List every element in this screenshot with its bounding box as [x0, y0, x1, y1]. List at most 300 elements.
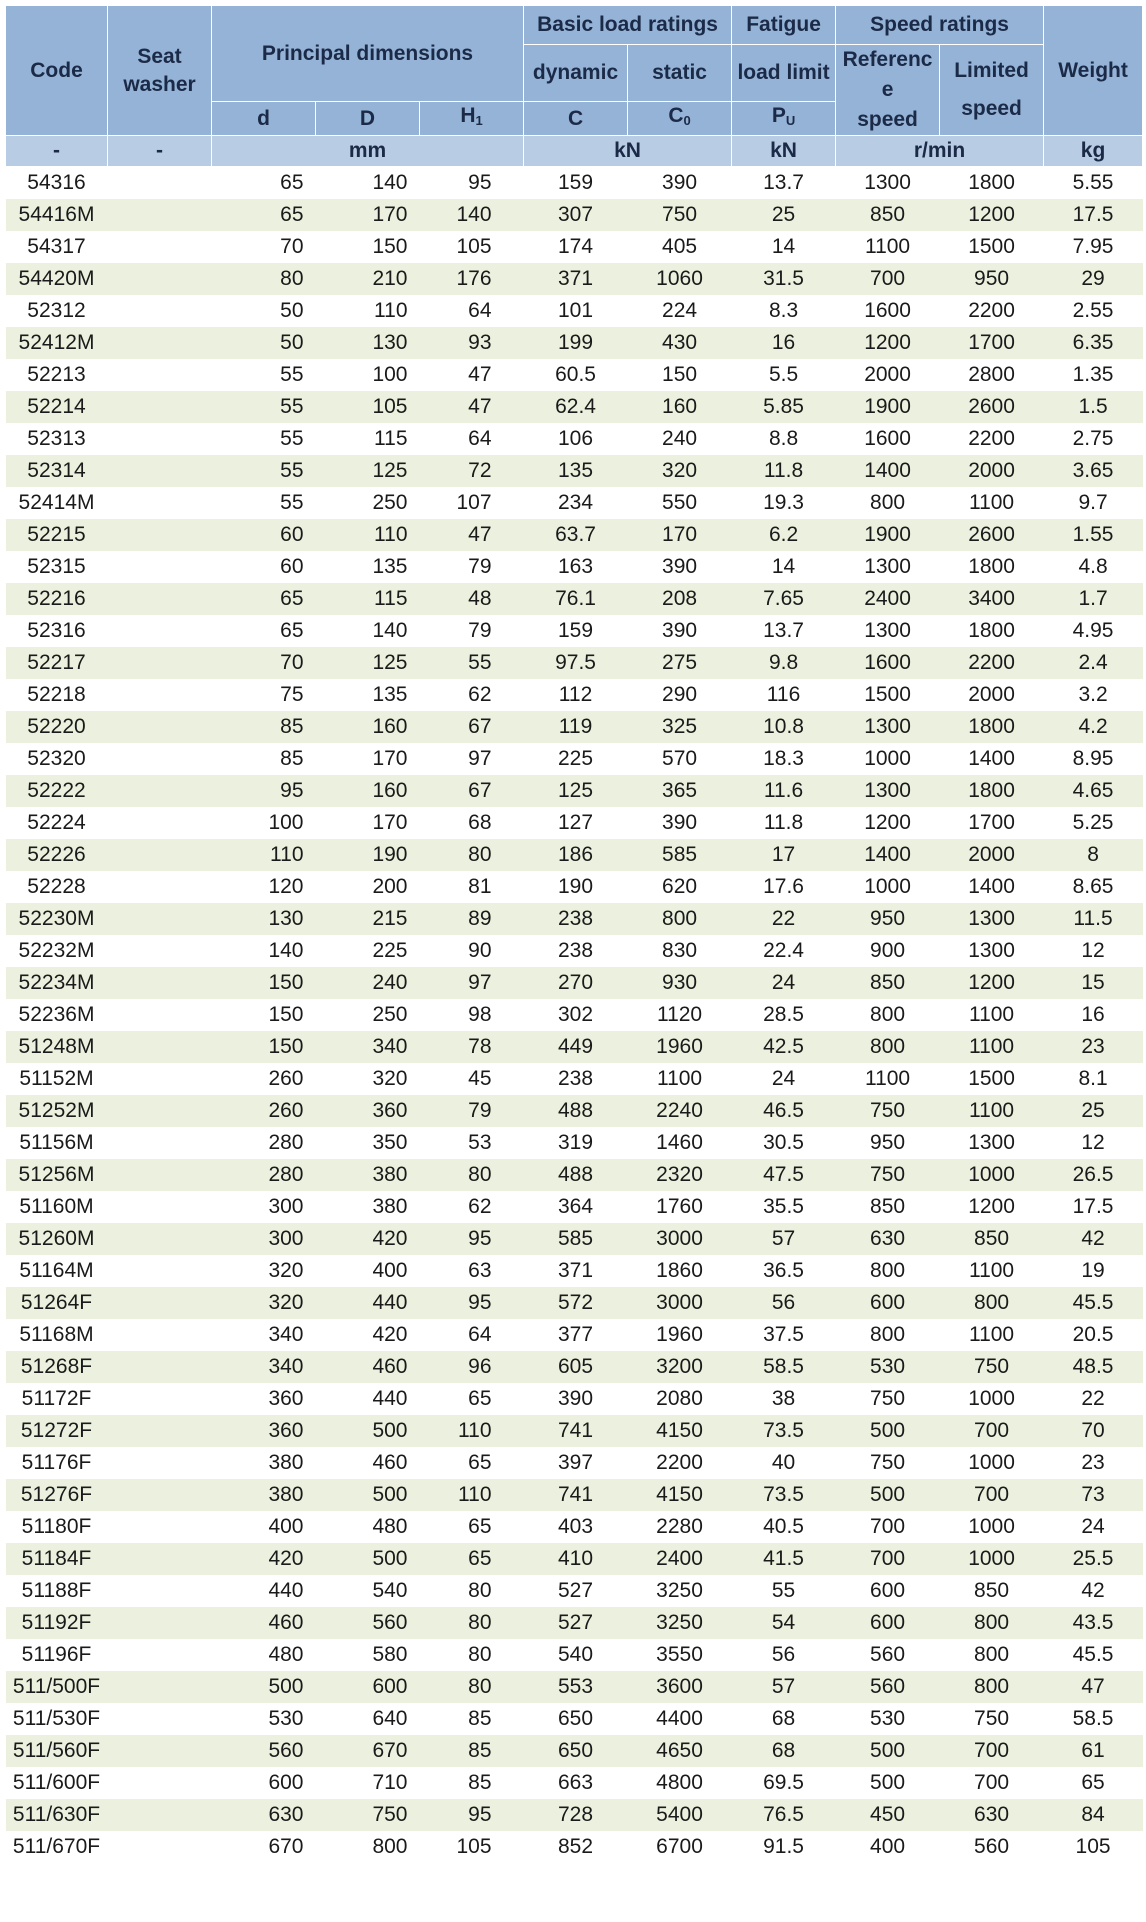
cell-H1: 62	[468, 1195, 492, 1218]
cell-static-C0: 3200	[628, 1351, 732, 1383]
header-principal-dimensions: Principal dimensions	[212, 6, 524, 102]
table-row	[6, 1095, 1143, 1127]
cell-D: 135	[372, 555, 408, 578]
cell-fatigue-Pu: 116	[766, 683, 801, 706]
cell-static-C0: 1760	[656, 1195, 703, 1218]
cell-D: 190	[316, 839, 420, 871]
cell-weight: 8.95	[1072, 747, 1114, 770]
cell-fatigue-Pu: 31.5	[732, 263, 836, 295]
cell-limited-speed: 1000	[940, 1543, 1044, 1575]
bearing-spec-table	[5, 5, 1143, 1863]
cell-static-C0: 830	[662, 939, 698, 962]
cell-d: 150	[212, 1031, 316, 1063]
cell-D: 580	[372, 1643, 408, 1666]
cell-code: 52313	[27, 427, 86, 450]
cell-static-C0: 4150	[628, 1415, 732, 1447]
cell-reference-speed: 600	[836, 1287, 940, 1319]
cell-static-C0: 3000	[628, 1287, 732, 1319]
cell-dynamic-C: 119	[524, 711, 628, 743]
cell-code: 52215	[6, 519, 108, 551]
cell-reference-speed: 1200	[864, 811, 911, 834]
cell-seat-washer	[108, 1415, 212, 1447]
cell-code: 51168M	[19, 1323, 94, 1346]
cell-dynamic-C: 190	[558, 875, 594, 898]
cell-static-C0: 4800	[656, 1771, 703, 1794]
cell-D: 380	[372, 1195, 408, 1218]
unit-load: kN	[524, 136, 732, 167]
cell-weight: 17.5	[1072, 1195, 1114, 1218]
symbol-H-subscript: 1	[475, 113, 483, 128]
cell-D: 250	[372, 1003, 408, 1026]
cell-static-C0: 1860	[656, 1259, 703, 1282]
cell-reference-speed: 1600	[864, 427, 911, 450]
cell-dynamic-C: 101	[558, 299, 594, 322]
cell-reference-speed: 750	[870, 1451, 906, 1474]
cell-H1: 85	[468, 1707, 492, 1730]
cell-limited-speed: 2000	[968, 683, 1015, 706]
cell-D: 140	[372, 171, 408, 194]
cell-D: 400	[372, 1259, 408, 1282]
cell-reference-speed: 750	[836, 1095, 940, 1127]
cell-weight: 2.75	[1072, 427, 1114, 450]
cell-H1: 79	[468, 619, 492, 642]
cell-limited-speed: 750	[974, 1707, 1010, 1730]
cell-weight: 2.4	[1044, 647, 1143, 679]
unit-weight: kg	[1044, 136, 1143, 167]
header-fatigue: Fatigue	[732, 6, 836, 45]
cell-static-C0: 3250	[656, 1579, 703, 1602]
cell-d: 260	[268, 1067, 304, 1090]
cell-static-C0: 1100	[656, 1067, 703, 1090]
table-row	[6, 167, 1143, 200]
cell-weight: 45.5	[1072, 1643, 1114, 1666]
cell-weight: 70	[1044, 1415, 1143, 1447]
cell-dynamic-C: 403	[558, 1515, 594, 1538]
cell-seat-washer	[108, 1095, 212, 1127]
cell-static-C0: 4150	[628, 1479, 732, 1511]
table-row	[6, 1191, 1143, 1223]
cell-d: 50	[280, 299, 304, 322]
cell-seat-washer	[108, 1799, 212, 1831]
cell-fatigue-Pu: 13.7	[763, 171, 804, 194]
cell-weight: 12	[1081, 1131, 1105, 1154]
cell-H1: 80	[420, 839, 524, 871]
header-limited-speed	[940, 45, 1044, 136]
cell-weight: 26.5	[1044, 1159, 1143, 1191]
cell-code: 52218	[27, 683, 86, 706]
cell-D: 210	[316, 263, 420, 295]
cell-limited-speed: 1300	[968, 1131, 1015, 1154]
table-row	[6, 583, 1143, 615]
cell-weight: 2.55	[1072, 299, 1114, 322]
cell-H1: 85	[420, 1735, 524, 1767]
header-code: Code	[6, 6, 108, 136]
cell-code: 51272F	[6, 1415, 108, 1447]
cell-D: 540	[372, 1579, 408, 1602]
cell-static-C0: 570	[662, 747, 698, 770]
cell-dynamic-C: 728	[524, 1799, 628, 1831]
cell-static-C0: 170	[628, 519, 732, 551]
cell-fatigue-Pu: 14	[771, 555, 796, 578]
cell-limited-speed: 800	[974, 1643, 1010, 1666]
cell-reference-speed: 630	[836, 1223, 940, 1255]
cell-seat-washer	[108, 455, 212, 487]
cell-dynamic-C: 605	[524, 1351, 628, 1383]
cell-code: 52412M	[6, 327, 108, 359]
cell-H1: 140	[420, 199, 524, 231]
cell-H1: 107	[456, 491, 492, 514]
cell-dynamic-C: 174	[558, 235, 594, 258]
cell-fatigue-Pu: 9.8	[732, 647, 836, 679]
cell-limited-speed: 950	[940, 263, 1044, 295]
cell-H1: 93	[420, 327, 524, 359]
cell-d: 65	[280, 619, 304, 642]
cell-static-C0: 405	[662, 235, 698, 258]
cell-H1: 72	[420, 455, 524, 487]
cell-static-C0: 390	[662, 171, 698, 194]
cell-d: 150	[268, 1003, 304, 1026]
cell-D: 150	[372, 235, 408, 258]
cell-H1: 62	[468, 683, 492, 706]
cell-static-C0: 160	[628, 391, 732, 423]
cell-fatigue-Pu: 14	[771, 235, 796, 258]
cell-static-C0: 3250	[628, 1607, 732, 1639]
cell-d: 130	[212, 903, 316, 935]
cell-code: 51176F	[21, 1451, 92, 1474]
cell-d: 630	[212, 1799, 316, 1831]
table-row	[6, 1031, 1143, 1063]
cell-d: 280	[268, 1131, 304, 1154]
cell-reference-speed: 1000	[864, 875, 911, 898]
table-row	[6, 359, 1143, 391]
cell-weight: 15	[1044, 967, 1143, 999]
cell-H1: 55	[420, 647, 524, 679]
cell-static-C0: 390	[662, 811, 698, 834]
cell-reference-speed: 1400	[836, 455, 940, 487]
cell-fatigue-Pu: 42.5	[732, 1031, 836, 1063]
cell-H1: 65	[420, 1543, 524, 1575]
table-row	[6, 1799, 1143, 1831]
cell-H1: 95	[420, 1223, 524, 1255]
cell-seat-washer	[108, 1383, 212, 1415]
cell-seat-washer	[108, 487, 212, 519]
cell-code: 51156M	[19, 1131, 94, 1154]
cell-static-C0: 6700	[656, 1835, 703, 1858]
cell-D: 170	[372, 747, 408, 770]
cell-H1: 68	[468, 811, 492, 834]
cell-fatigue-Pu: 68	[771, 1707, 796, 1730]
cell-limited-speed: 1500	[968, 235, 1015, 258]
cell-reference-speed: 1600	[864, 299, 911, 322]
table-row	[6, 1767, 1143, 1799]
cell-static-C0: 390	[662, 619, 698, 642]
header-dynamic: dynamic	[524, 45, 628, 102]
cell-weight: 42	[1044, 1223, 1143, 1255]
table-row	[6, 1735, 1143, 1767]
cell-reference-speed: 850	[836, 967, 940, 999]
cell-H1: 79	[420, 1095, 524, 1127]
cell-code: 52234M	[6, 967, 108, 999]
cell-reference-speed: 900	[870, 939, 906, 962]
cell-limited-speed: 1200	[940, 967, 1044, 999]
cell-reference-speed: 700	[836, 263, 940, 295]
cell-weight: 58.5	[1072, 1707, 1114, 1730]
cell-H1: 80	[420, 1159, 524, 1191]
table-row	[6, 1415, 1143, 1447]
cell-reference-speed: 850	[870, 1195, 906, 1218]
cell-code: 51268F	[6, 1351, 108, 1383]
cell-H1: 47	[468, 363, 492, 386]
cell-reference-speed: 1900	[836, 391, 940, 423]
cell-code: 54316	[27, 171, 86, 194]
cell-D: 110	[374, 299, 408, 322]
cell-H1: 67	[420, 775, 524, 807]
cell-code: 52316	[27, 619, 86, 642]
cell-reference-speed: 800	[870, 491, 906, 514]
header-symbol-D: D	[316, 102, 420, 136]
table-row	[6, 423, 1143, 455]
cell-D: 130	[316, 327, 420, 359]
cell-reference-speed: 1600	[836, 647, 940, 679]
cell-limited-speed: 2600	[940, 391, 1044, 423]
header-basic-load-ratings: Basic load ratings	[524, 6, 732, 45]
cell-code: 52217	[6, 647, 108, 679]
unit-code: -	[6, 136, 108, 167]
cell-limited-speed: 1400	[968, 875, 1015, 898]
cell-seat-washer	[108, 199, 212, 231]
cell-reference-speed: 2400	[836, 583, 940, 615]
cell-static-C0: 585	[628, 839, 732, 871]
table-row	[6, 711, 1143, 743]
cell-fatigue-Pu: 68	[732, 1735, 836, 1767]
table-row	[6, 1607, 1143, 1639]
cell-d: 480	[268, 1643, 304, 1666]
cell-code: 52414M	[18, 491, 95, 514]
cell-d: 380	[268, 1451, 304, 1474]
cell-fatigue-Pu: 5.85	[732, 391, 836, 423]
cell-fatigue-Pu: 11.8	[732, 455, 836, 487]
cell-static-C0: 3600	[628, 1671, 732, 1703]
cell-weight: 12	[1081, 939, 1105, 962]
header-fatigue-load-limit: load limit	[732, 45, 836, 102]
cell-reference-speed: 1300	[836, 711, 940, 743]
cell-fatigue-Pu: 69.5	[763, 1771, 804, 1794]
cell-seat-washer	[108, 1063, 212, 1095]
cell-d: 100	[268, 811, 304, 834]
cell-limited-speed: 1400	[968, 747, 1015, 770]
cell-dynamic-C: 234	[558, 491, 594, 514]
table-row	[6, 903, 1143, 935]
cell-D: 640	[372, 1707, 408, 1730]
cell-H1: 65	[468, 1515, 492, 1538]
cell-weight: 47	[1044, 1671, 1143, 1703]
cell-dynamic-C: 741	[524, 1479, 628, 1511]
cell-static-C0: 320	[628, 455, 732, 487]
header-limited-line1: Limited	[954, 59, 1029, 82]
table-row	[6, 1319, 1143, 1351]
cell-seat-washer	[108, 231, 212, 263]
cell-fatigue-Pu: 55	[771, 1579, 796, 1602]
cell-d: 380	[212, 1479, 316, 1511]
cell-code: 511/600F	[12, 1771, 101, 1794]
cell-dynamic-C: 371	[558, 1259, 594, 1282]
cell-seat-washer	[108, 263, 212, 295]
cell-limited-speed: 700	[974, 1771, 1010, 1794]
cell-D: 800	[372, 1835, 408, 1858]
cell-D: 215	[316, 903, 420, 935]
cell-reference-speed: 560	[836, 1671, 940, 1703]
cell-static-C0: 4650	[628, 1735, 732, 1767]
cell-seat-washer	[108, 1575, 212, 1607]
cell-fatigue-Pu: 5.5	[768, 363, 799, 386]
table-row	[6, 519, 1143, 551]
cell-d: 75	[280, 683, 304, 706]
cell-limited-speed: 1100	[968, 1003, 1015, 1026]
cell-dynamic-C: 572	[524, 1287, 628, 1319]
cell-limited-speed: 2200	[940, 647, 1044, 679]
cell-seat-washer	[108, 295, 212, 327]
cell-dynamic-C: 186	[524, 839, 628, 871]
table-body	[6, 167, 1143, 1864]
cell-d: 55	[280, 427, 304, 450]
table-row	[6, 391, 1143, 423]
cell-dynamic-C: 410	[524, 1543, 628, 1575]
cell-seat-washer	[108, 1255, 212, 1287]
cell-d: 320	[268, 1259, 304, 1282]
cell-weight: 16	[1081, 1003, 1105, 1026]
cell-code: 51256M	[6, 1159, 108, 1191]
cell-seat-washer	[108, 1319, 212, 1351]
cell-code: 51164M	[19, 1259, 94, 1282]
cell-limited-speed: 2200	[968, 299, 1015, 322]
cell-code: 511/560F	[6, 1735, 108, 1767]
cell-D: 500	[316, 1543, 420, 1575]
cell-limited-speed: 700	[940, 1415, 1044, 1447]
cell-weight: 73	[1044, 1479, 1143, 1511]
cell-fatigue-Pu: 16	[732, 327, 836, 359]
cell-seat-washer	[108, 967, 212, 999]
cell-D: 170	[372, 811, 408, 834]
cell-weight: 45.5	[1044, 1287, 1143, 1319]
cell-dynamic-C: 364	[558, 1195, 594, 1218]
cell-D: 170	[316, 199, 420, 231]
header-symbol-H1	[420, 102, 524, 136]
cell-fatigue-Pu: 47.5	[732, 1159, 836, 1191]
cell-static-C0: 430	[628, 327, 732, 359]
cell-D: 135	[372, 683, 408, 706]
cell-fatigue-Pu: 76.5	[732, 1799, 836, 1831]
cell-seat-washer	[108, 1543, 212, 1575]
table-row	[6, 1159, 1143, 1191]
cell-dynamic-C: 112	[558, 683, 593, 706]
cell-seat-washer	[108, 743, 212, 775]
header-seat-washer: Seat washer	[108, 6, 212, 136]
cell-weight: 61	[1044, 1735, 1143, 1767]
cell-limited-speed: 1000	[968, 1451, 1015, 1474]
cell-d: 340	[212, 1351, 316, 1383]
cell-static-C0: 1120	[656, 1003, 703, 1026]
cell-H1: 80	[468, 1643, 492, 1666]
cell-limited-speed: 1700	[968, 811, 1015, 834]
cell-reference-speed: 530	[870, 1707, 906, 1730]
cell-H1: 64	[468, 427, 492, 450]
cell-dynamic-C: 163	[558, 555, 594, 578]
cell-limited-speed: 800	[940, 1607, 1044, 1639]
cell-code: 52224	[27, 811, 86, 834]
cell-H1: 110	[420, 1479, 524, 1511]
cell-weight: 9.7	[1078, 491, 1108, 514]
cell-fatigue-Pu: 41.5	[732, 1543, 836, 1575]
cell-seat-washer	[108, 1831, 212, 1863]
cell-dynamic-C: 741	[524, 1415, 628, 1447]
cell-weight: 8	[1044, 839, 1143, 871]
cell-code: 51260M	[6, 1223, 108, 1255]
cell-D: 115	[374, 427, 408, 450]
cell-seat-washer	[108, 647, 212, 679]
cell-code: 511/670F	[12, 1835, 101, 1858]
cell-static-C0: 2280	[656, 1515, 703, 1538]
cell-reference-speed: 600	[870, 1579, 906, 1602]
table-row	[6, 231, 1143, 263]
cell-weight: 11.5	[1044, 903, 1143, 935]
cell-limited-speed: 560	[974, 1835, 1010, 1858]
cell-seat-washer	[108, 1287, 212, 1319]
cell-D: 670	[316, 1735, 420, 1767]
table-row	[6, 551, 1143, 583]
cell-seat-washer	[108, 903, 212, 935]
cell-d: 70	[212, 647, 316, 679]
cell-dynamic-C: 449	[524, 1031, 628, 1063]
table-row	[6, 455, 1143, 487]
cell-reference-speed: 500	[836, 1415, 940, 1447]
cell-H1: 80	[468, 1579, 492, 1602]
cell-reference-speed: 450	[836, 1799, 940, 1831]
header-static: static	[628, 45, 732, 102]
cell-fatigue-Pu: 22.4	[763, 939, 804, 962]
cell-code: 52216	[6, 583, 108, 615]
cell-D: 440	[372, 1387, 408, 1410]
cell-fatigue-Pu: 35.5	[763, 1195, 804, 1218]
cell-fatigue-Pu: 28.5	[763, 1003, 804, 1026]
cell-static-C0: 1960	[628, 1031, 732, 1063]
cell-fatigue-Pu: 24	[771, 1067, 796, 1090]
cell-seat-washer	[108, 1767, 212, 1799]
cell-dynamic-C: 238	[558, 939, 594, 962]
cell-seat-washer	[108, 1447, 212, 1479]
cell-reference-speed: 800	[870, 1259, 906, 1282]
cell-code: 52320	[27, 747, 86, 770]
cell-dynamic-C: 390	[558, 1387, 594, 1410]
cell-d: 55	[212, 391, 316, 423]
cell-fatigue-Pu: 73.5	[732, 1415, 836, 1447]
cell-static-C0: 290	[662, 683, 698, 706]
cell-weight: 105	[1075, 1835, 1111, 1858]
table-row	[6, 967, 1143, 999]
cell-reference-speed: 850	[836, 199, 940, 231]
cell-weight: 5.55	[1072, 171, 1114, 194]
cell-D: 350	[372, 1131, 408, 1154]
table-row	[6, 487, 1143, 519]
cell-limited-speed: 1100	[968, 1259, 1015, 1282]
bearing-table-container	[5, 5, 1142, 1863]
table-row	[6, 1639, 1143, 1671]
cell-code: 51152M	[19, 1067, 94, 1090]
cell-H1: 63	[468, 1259, 492, 1282]
cell-fatigue-Pu: 8.3	[768, 299, 799, 322]
cell-static-C0: 2200	[656, 1451, 703, 1474]
table-row	[6, 1127, 1143, 1159]
cell-seat-washer	[108, 167, 212, 200]
